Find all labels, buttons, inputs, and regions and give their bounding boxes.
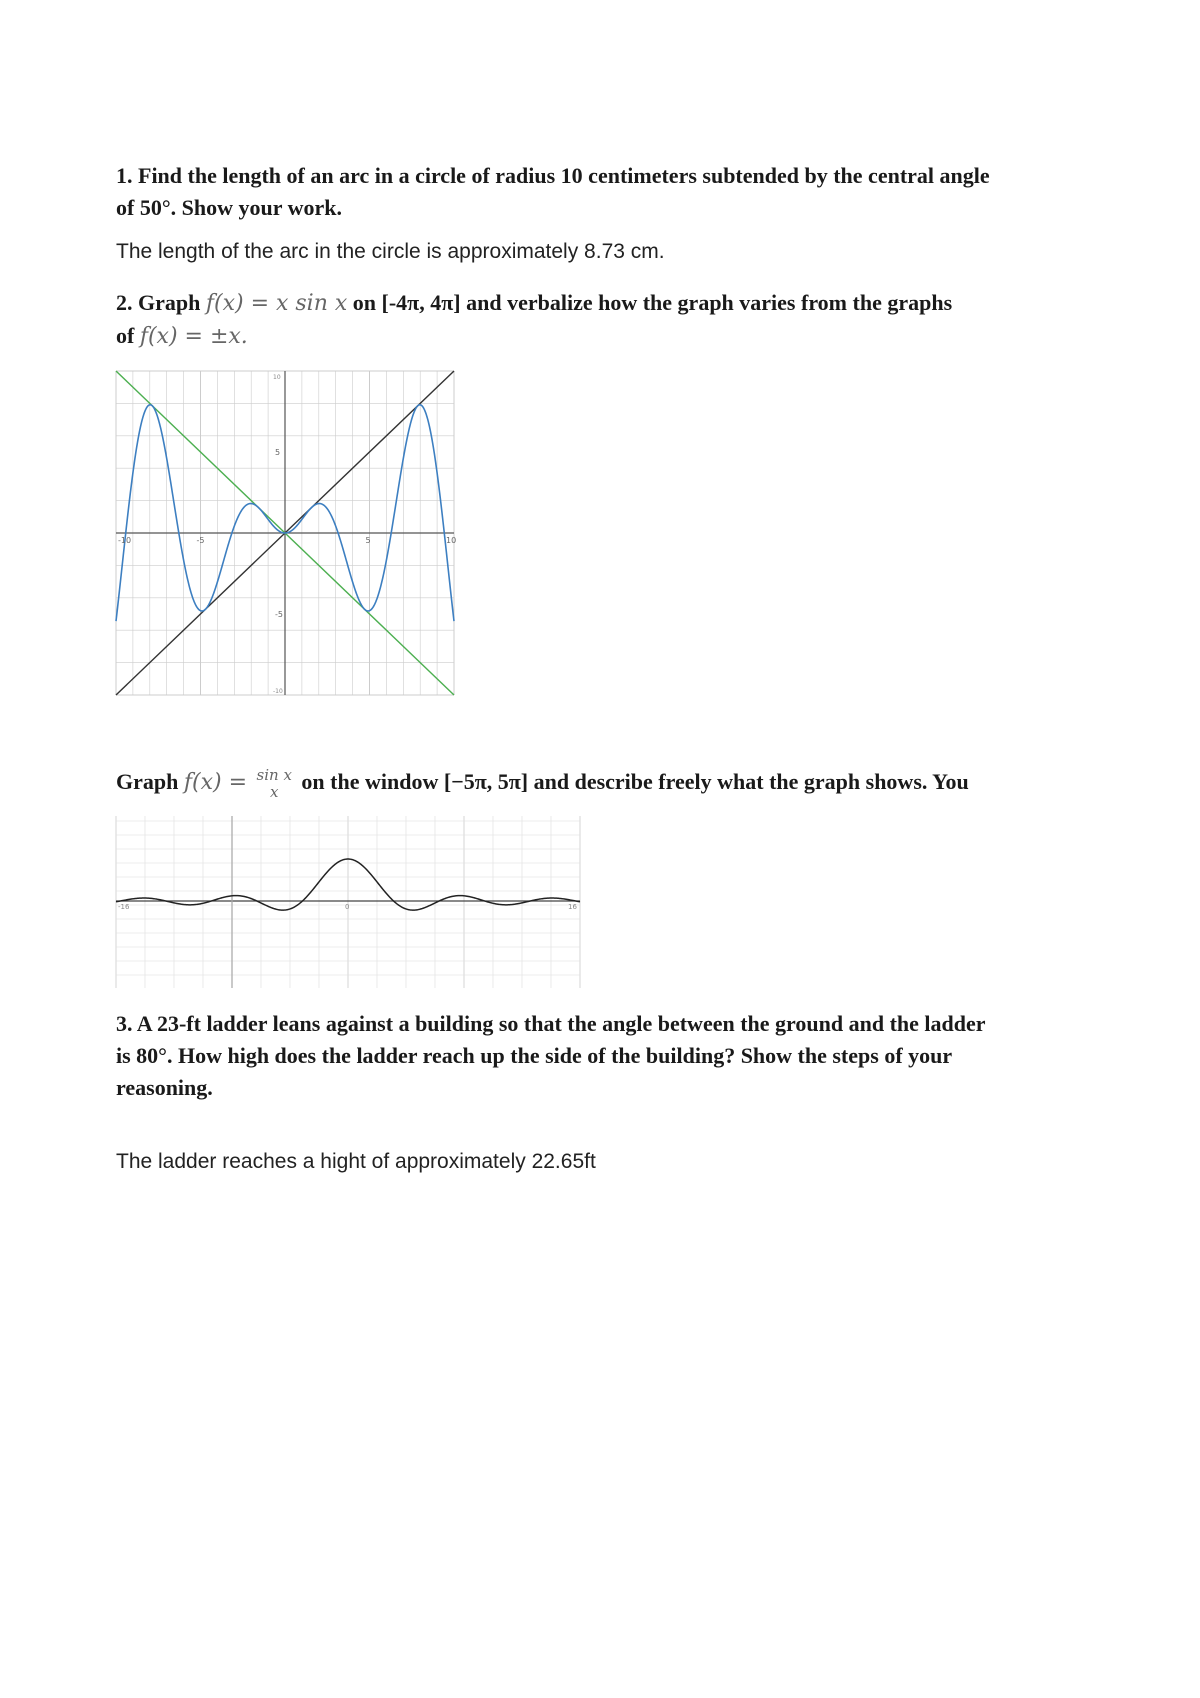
question-2 bbox=[116, 287, 952, 353]
question-2-sub-prefix: Graph bbox=[116, 769, 179, 794]
answer-3: The ladder reaches a hight of approximately 22.65ft bbox=[116, 1150, 596, 1173]
x-tick-label: 10 bbox=[446, 536, 457, 545]
question-1 bbox=[116, 160, 990, 224]
question-3-line-3: reasoning. bbox=[116, 1075, 213, 1100]
x-tick-label: -5 bbox=[196, 536, 205, 545]
x-tick-label: 16 bbox=[568, 903, 577, 911]
y-tick-label: -5 bbox=[275, 610, 283, 619]
formula-sinc-denominator: x bbox=[269, 782, 279, 801]
question-2-sub bbox=[116, 766, 969, 801]
y-tick-label: 10 bbox=[273, 374, 281, 381]
question-2-prefix: 2. Graph bbox=[116, 290, 201, 315]
graph-sinc bbox=[116, 816, 580, 988]
x-tick-label: 0 bbox=[345, 903, 350, 911]
question-1-line-1: 1. Find the length of an arc in a circle of radius 10 centimeters subtended by the central angle bbox=[116, 163, 990, 188]
formula-plus-minus-x: f(x) = ±x. bbox=[139, 324, 248, 349]
question-2-line-1 bbox=[116, 287, 952, 320]
answer-1: The length of the arc in the circle is approximately 8.73 cm. bbox=[116, 240, 665, 263]
formula-sinc-fraction bbox=[257, 767, 292, 801]
question-3-line-2: is 80°. How high does the ladder reach up the side of the building? Show the steps of your bbox=[116, 1043, 953, 1068]
y-tick-label: 5 bbox=[275, 448, 281, 457]
x-tick-label: -10 bbox=[118, 536, 132, 545]
formula-sinc-left: f(x) = bbox=[183, 770, 248, 795]
question-2-sub-text: on the window [−5π, 5π] and describe freely what the graph shows. You bbox=[301, 769, 969, 794]
question-2-of: of bbox=[116, 323, 135, 348]
question-3-line-1: 3. A 23-ft ladder leans against a building so that the angle between the ground and the ladder bbox=[116, 1011, 986, 1036]
question-2-middle: on [-4π, 4π] and verbalize how the graph varies from the graphs bbox=[352, 290, 953, 315]
formula-sinc-numerator: sin x bbox=[256, 765, 292, 784]
formula-x-sin-x: f(x) = x sin x bbox=[205, 291, 348, 316]
x-tick-label: -16 bbox=[118, 903, 130, 911]
question-2-line-2 bbox=[116, 320, 952, 353]
x-tick-label: 5 bbox=[365, 536, 371, 545]
question-3 bbox=[116, 1008, 986, 1104]
y-tick-label: -10 bbox=[273, 688, 283, 695]
graph-x-sin-x bbox=[116, 371, 457, 695]
question-1-line-2: of 50°. Show your work. bbox=[116, 195, 342, 220]
